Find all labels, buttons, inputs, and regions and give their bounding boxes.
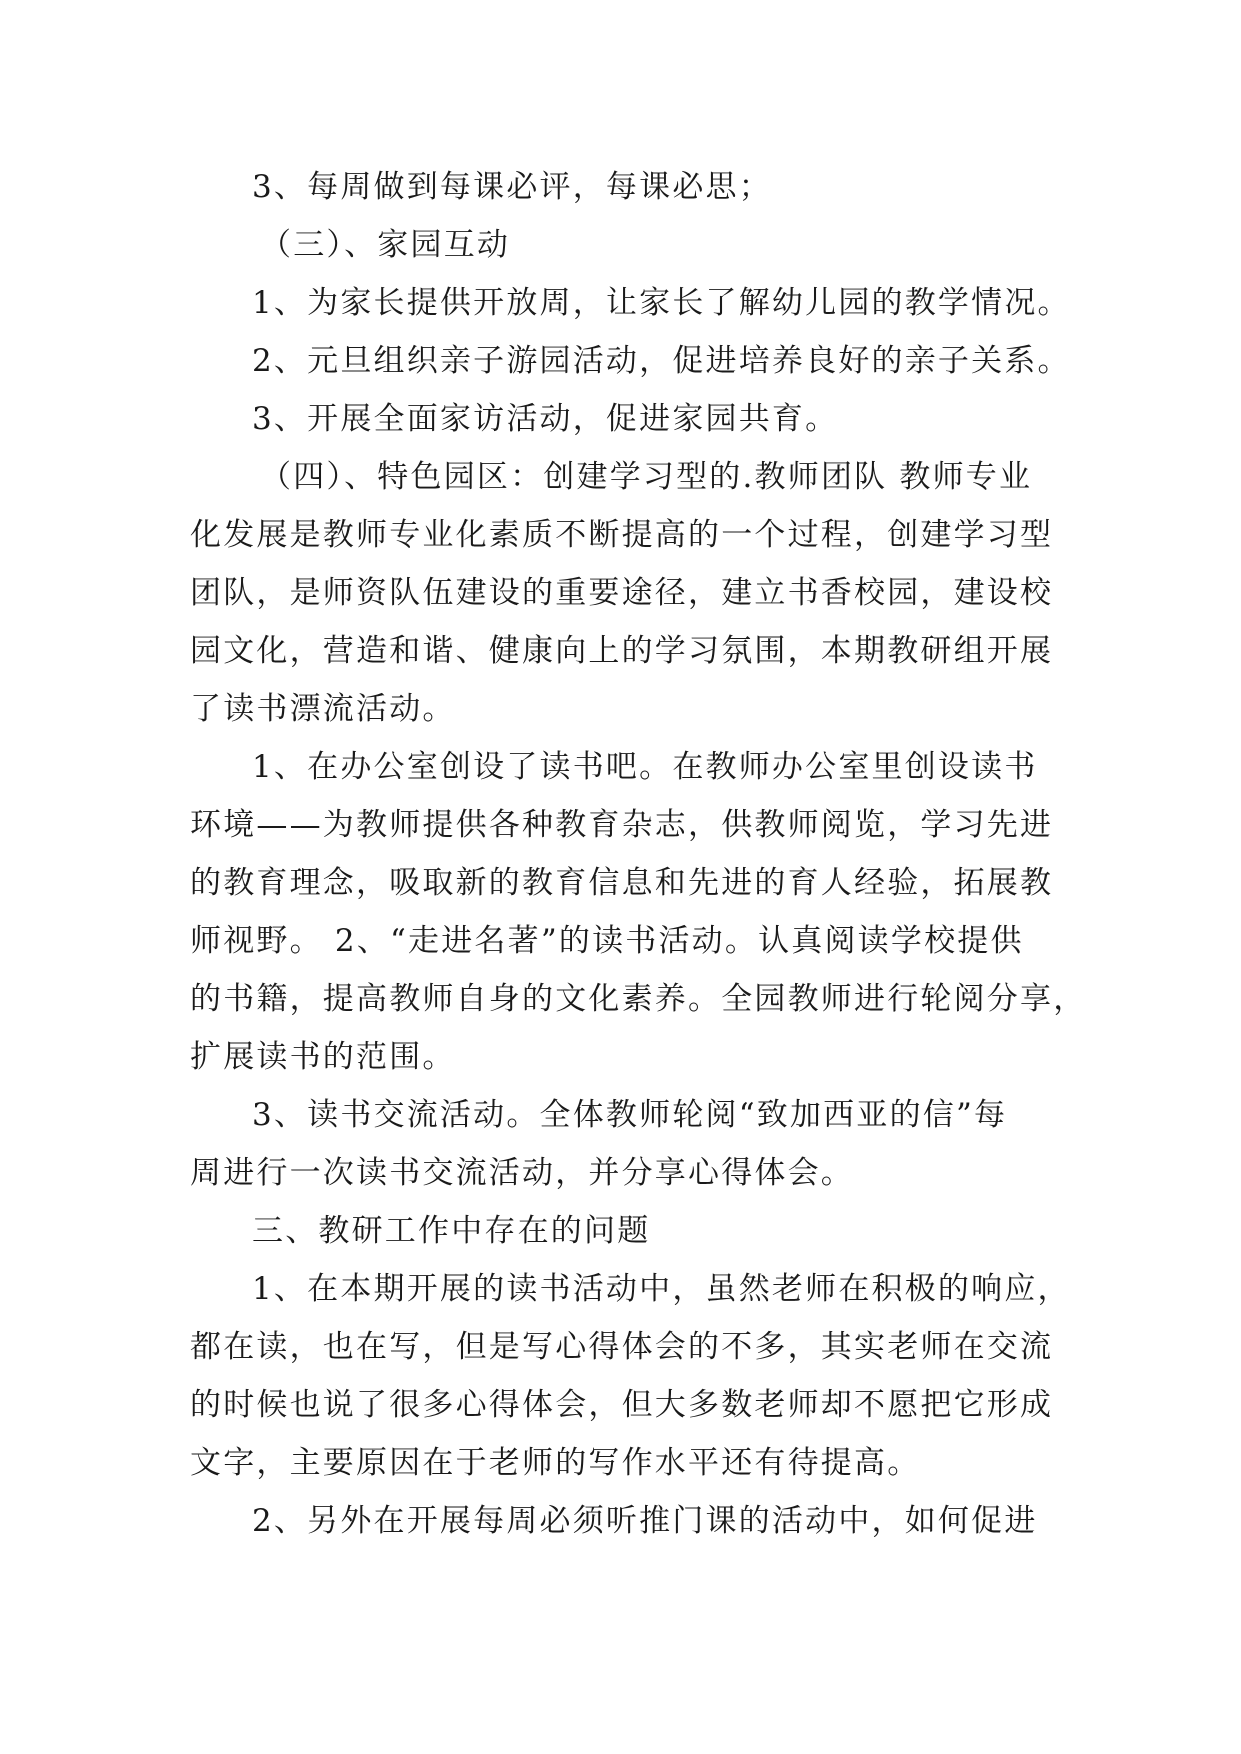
text-line: 3、开展全面家访活动，促进家园共育。 [252, 401, 839, 437]
text-line: 的书籍，提高教师自身的文化素养。全园教师进行轮阅分享， [190, 981, 1087, 1017]
text-line: 师视野。 2、“走进名著”的读书活动。认真阅读学校提供 [190, 923, 1024, 959]
section-heading: 三、教研工作中存在的问题 [252, 1213, 651, 1249]
text-line: 的教育理念，吸取新的教育信息和先进的育人经验，拓展教 [190, 865, 1054, 901]
text-line: 扩展读书的范围。 [190, 1039, 456, 1075]
text-line: 2、另外在开展每周必须听推门课的活动中，如何促进 [252, 1503, 1038, 1539]
text-line: 3、读书交流活动。全体教师轮阅“致加西亚的信”每 [252, 1097, 1008, 1133]
text-line: 1、为家长提供开放周，让家长了解幼儿园的教学情况。 [252, 285, 1071, 321]
text-line: 1、在本期开展的读书活动中，虽然老师在积极的响应， [252, 1271, 1071, 1307]
text-line: 2、元旦组织亲子游园活动，促进培养良好的亲子关系。 [252, 343, 1071, 379]
section-heading: （四）、特色园区：创建学习型的.教师团队 教师专业 [260, 459, 1033, 495]
text-line: 化发展是教师专业化素质不断提高的一个过程，创建学习型 [190, 517, 1054, 553]
text-line: 3、每周做到每课必评，每课必思； [252, 169, 772, 205]
text-line: 环境——为教师提供各种教育杂志，供教师阅览，学习先进 [190, 807, 1054, 843]
text-line: 周进行一次读书交流活动，并分享心得体会。 [190, 1155, 854, 1191]
text-line: 都在读，也在写，但是写心得体会的不多，其实老师在交流 [190, 1329, 1054, 1365]
text-line: 园文化，营造和谐、健康向上的学习氛围，本期教研组开展 [190, 633, 1054, 669]
text-line: 了读书漂流活动。 [190, 691, 456, 727]
text-line: 1、在办公室创设了读书吧。在教师办公室里创设读书 [252, 749, 1038, 785]
body-text [190, 158, 1087, 1550]
text-line: 文字，主要原因在于老师的写作水平还有待提高。 [190, 1445, 921, 1481]
text-line: 的时候也说了很多心得体会，但大多数老师却不愿把它形成 [190, 1387, 1054, 1423]
section-heading: （三）、家园互动 [260, 227, 511, 263]
text-line: 团队，是师资队伍建设的重要途径，建立书香校园，建设校 [190, 575, 1054, 611]
